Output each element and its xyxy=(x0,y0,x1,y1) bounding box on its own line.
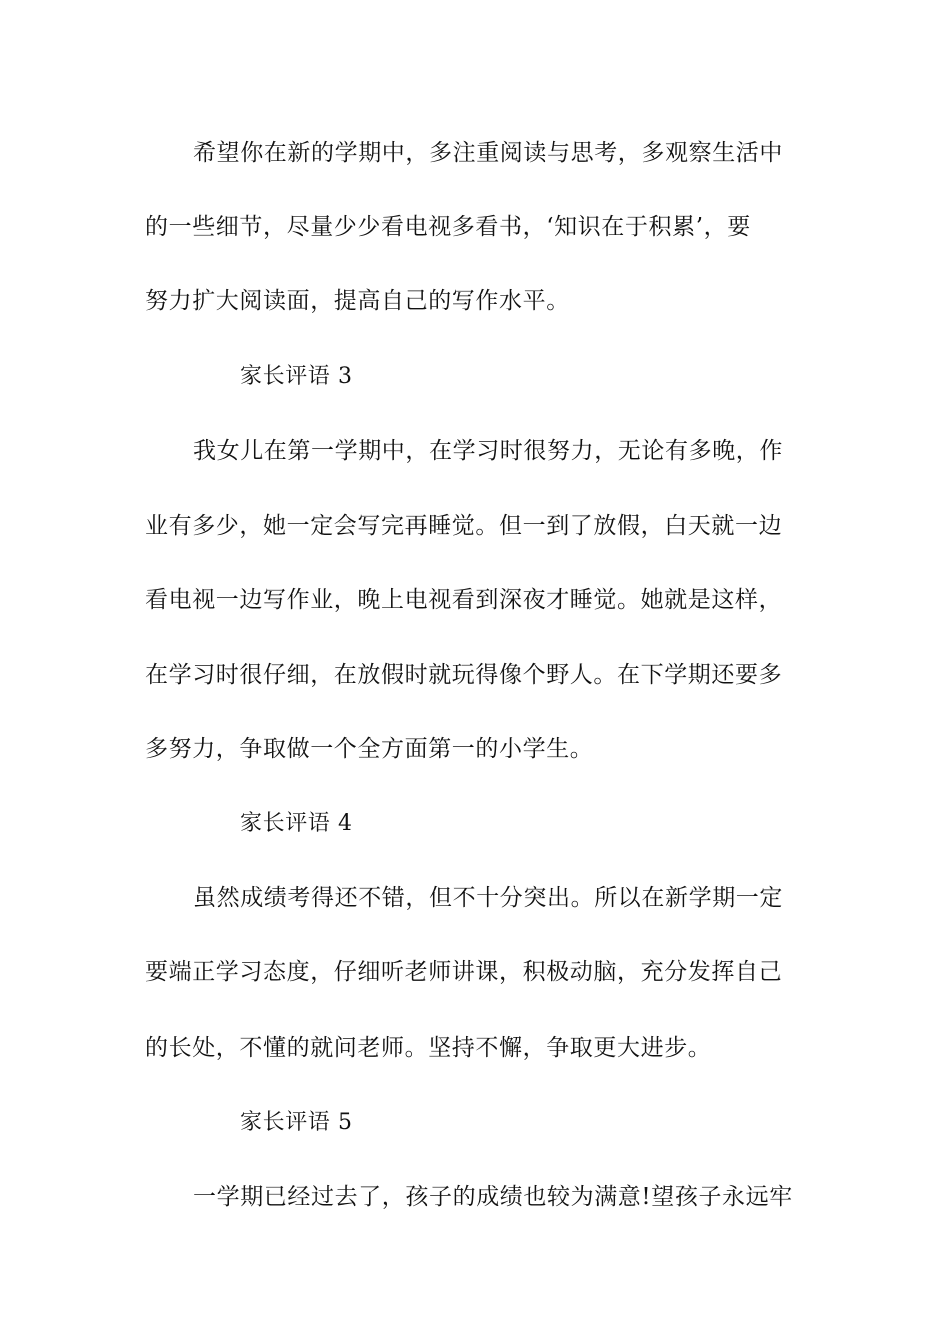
paragraph-line: 努力扩大阅读面，提高自己的写作水平。 xyxy=(145,288,570,314)
paragraph-line: 的长处，不懂的就问老师。坚持不懈，争取更大进步。 xyxy=(145,1035,712,1061)
section-heading-4: 家长评语 4 xyxy=(240,811,353,836)
paragraph-line: 一学期已经过去了，孩子的成绩也较为满意!望孩子永远牢 xyxy=(193,1184,793,1210)
paragraph-line: 我女儿在第一学期中，在学习时很努力，无论有多晚，作 xyxy=(193,438,783,464)
paragraph-line: 虽然成绩考得还不错，但不十分突出。所以在新学期一定 xyxy=(193,885,783,911)
paragraph-line: 的一些细节，尽量少少看电视多看书，‘知识在于积累’，要 xyxy=(145,214,751,240)
paragraph-line: 看电视一边写作业，晚上电视看到深夜才睡觉。她就是这样， xyxy=(145,587,783,613)
section-heading-3: 家长评语 3 xyxy=(240,364,353,389)
paragraph-line: 要端正学习态度，仔细听老师讲课，积极动脑，充分发挥自己 xyxy=(145,959,783,985)
paragraph-line: 在学习时很仔细，在放假时就玩得像个野人。在下学期还要多 xyxy=(145,662,783,688)
paragraph-line: 希望你在新的学期中，多注重阅读与思考，多观察生活中 xyxy=(193,140,783,166)
section-heading-5: 家长评语 5 xyxy=(240,1110,353,1135)
paragraph-line: 多努力，争取做一个全方面第一的小学生。 xyxy=(145,736,594,762)
paragraph-line: 业有多少，她一定会写完再睡觉。但一到了放假，白天就一边 xyxy=(145,513,783,539)
